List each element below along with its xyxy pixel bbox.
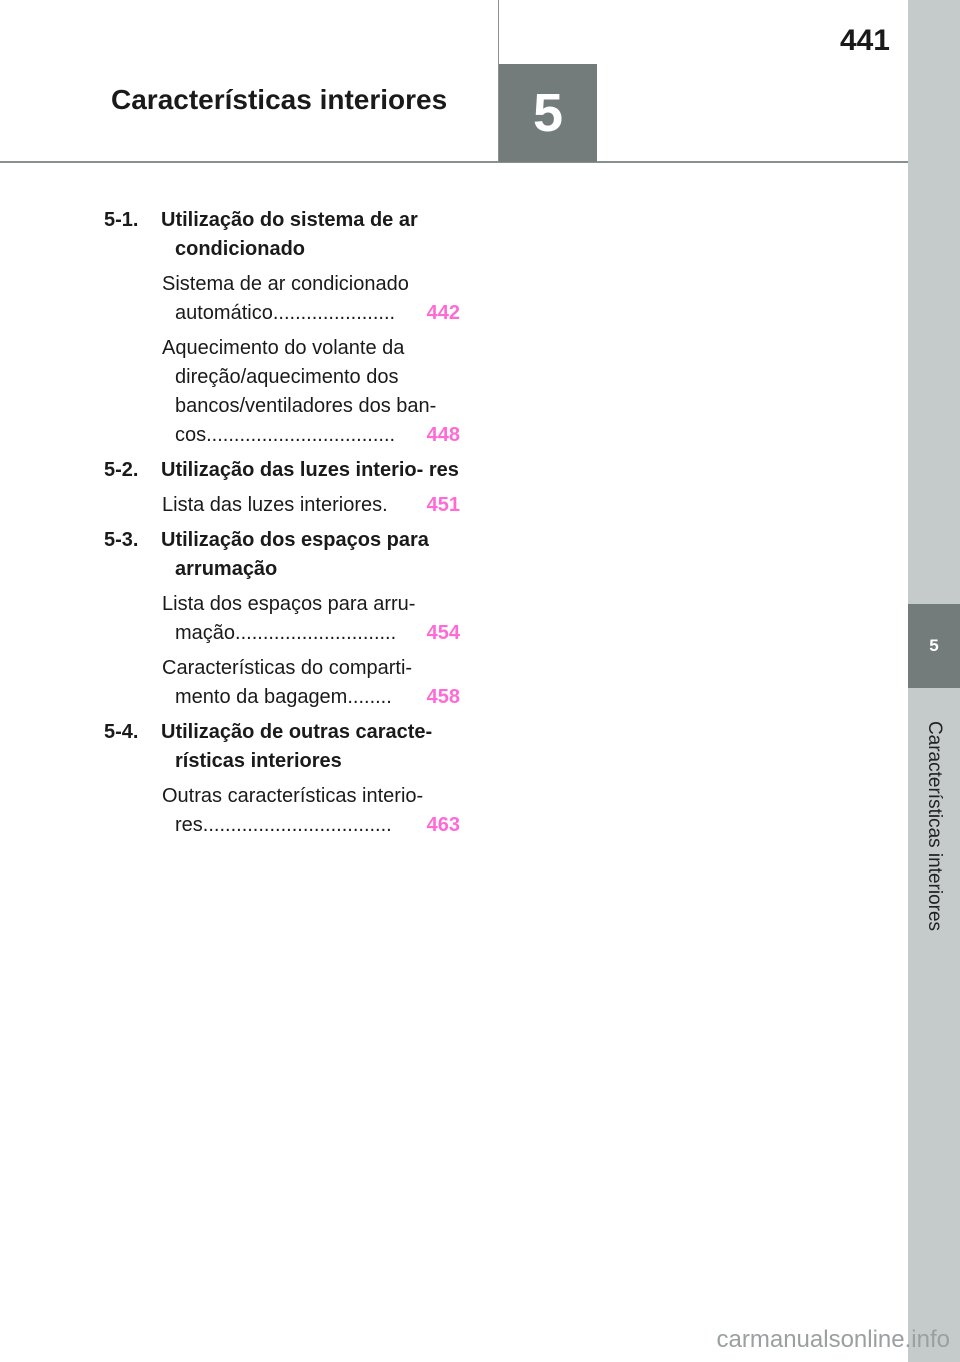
toc-entry-text-end: automático bbox=[175, 302, 273, 324]
page-number: 441 bbox=[839, 24, 890, 57]
toc-section-heading[interactable] bbox=[104, 206, 460, 264]
toc-entry-text-end: res bbox=[175, 814, 203, 836]
toc-entry-text-end: cos bbox=[175, 424, 207, 446]
toc-section-heading[interactable] bbox=[104, 456, 460, 485]
toc-entry-text: Outras características interio- bbox=[162, 785, 424, 807]
toc-section-title: Utilização de outras caracte- rísticas interiores bbox=[161, 721, 433, 772]
toc-section-title: Utilização das luzes interio- res bbox=[161, 459, 459, 481]
header-divider-horizontal bbox=[0, 161, 908, 163]
toc-page-number[interactable]: 458 bbox=[426, 686, 460, 708]
toc-section-heading[interactable] bbox=[104, 718, 460, 776]
toc-entry-text: Sistema de ar condicionado bbox=[162, 273, 409, 295]
toc-entry-text: Lista dos espaços para arru- bbox=[162, 593, 416, 615]
toc-entry[interactable] bbox=[162, 270, 460, 328]
toc-page-number[interactable]: 448 bbox=[426, 424, 460, 446]
toc-entry-text-end: mação bbox=[175, 622, 236, 644]
toc-section-title: Utilização do sistema de ar condicionado bbox=[161, 209, 418, 260]
toc-entry[interactable] bbox=[162, 334, 460, 450]
toc-entry-text: Características do comparti- bbox=[162, 657, 413, 679]
toc-leader-dots: .................................. bbox=[206, 424, 396, 446]
toc-leader-dots: ............................. bbox=[235, 622, 397, 644]
toc-leader-dots: . bbox=[382, 494, 388, 516]
toc-section-title: Utilização dos espaços para arrumação bbox=[161, 529, 429, 580]
toc-page-number[interactable]: 463 bbox=[426, 814, 460, 836]
chapter-number-box: 5 bbox=[499, 64, 597, 162]
toc-leader-dots: .................................. bbox=[202, 814, 392, 836]
toc-leader-dots: ........ bbox=[347, 686, 392, 708]
toc-entry[interactable] bbox=[162, 782, 460, 840]
side-chapter-label: Características interiores bbox=[924, 720, 945, 932]
table-of-contents bbox=[104, 206, 460, 846]
toc-entry-text: Aquecimento do volante da direção/aquecimento dos bancos/ventiladores dos ban- bbox=[162, 337, 437, 417]
side-chapter-tab[interactable]: 5 bbox=[908, 604, 960, 688]
toc-entry[interactable] bbox=[162, 590, 460, 648]
toc-entry-text-end: mento da bagagem bbox=[175, 686, 348, 708]
toc-entry[interactable] bbox=[162, 491, 460, 520]
toc-entry-text-end: Lista das luzes interiores bbox=[162, 494, 383, 516]
toc-page-number[interactable]: 454 bbox=[426, 622, 460, 644]
chapter-title: Características interiores bbox=[111, 84, 448, 115]
toc-entry[interactable] bbox=[162, 654, 460, 712]
toc-section-heading[interactable] bbox=[104, 526, 460, 584]
toc-section-number: 5-1. bbox=[104, 209, 139, 231]
toc-section-number: 5-3. bbox=[104, 529, 139, 551]
toc-section-number: 5-4. bbox=[104, 721, 139, 743]
toc-page-number[interactable]: 451 bbox=[426, 494, 460, 516]
toc-page-number[interactable]: 442 bbox=[426, 302, 460, 324]
toc-section-number: 5-2. bbox=[104, 459, 139, 481]
toc-leader-dots: ...................... bbox=[272, 302, 396, 324]
watermark: carmanualsonline.info bbox=[716, 1326, 950, 1353]
